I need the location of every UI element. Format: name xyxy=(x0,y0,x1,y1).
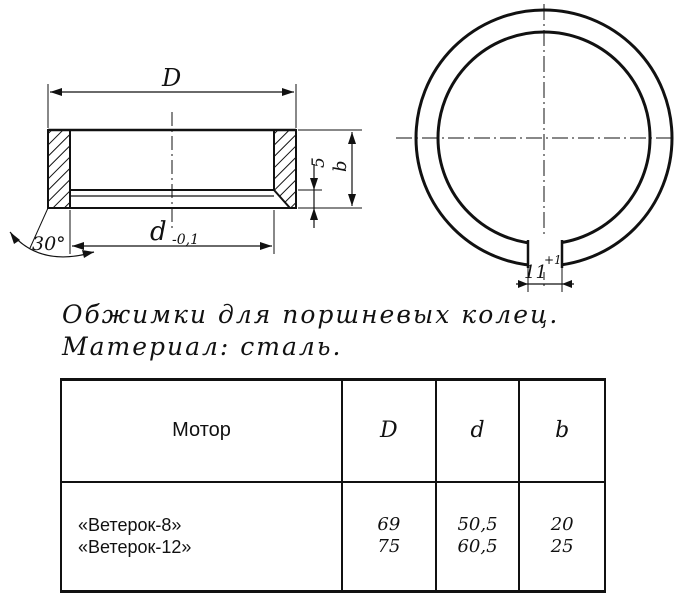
dim-label-angle: 30° xyxy=(32,233,66,255)
right-wall-section xyxy=(274,130,296,208)
caption-title: Обжимки для поршневых колец. xyxy=(62,300,560,329)
left-wall-section xyxy=(48,130,70,208)
value-d-veterok-12: 60,5 xyxy=(457,536,498,558)
motor-veterok-12: «Ветерок-12» xyxy=(78,537,192,558)
value-d-veterok-8: 50,5 xyxy=(457,514,498,536)
value-D-veterok-12: 75 xyxy=(377,536,401,558)
table-row xyxy=(61,482,605,592)
value-b-veterok-12: 25 xyxy=(550,536,574,558)
header-motor: Мотор xyxy=(61,380,342,482)
table-header-row xyxy=(61,380,605,482)
value-b-veterok-8: 20 xyxy=(550,514,574,536)
dim-label-gap-tolerance: +1 xyxy=(544,253,562,267)
cell-D xyxy=(342,482,436,592)
dim-label-D: D xyxy=(162,64,182,92)
cell-b xyxy=(519,482,605,592)
technical-drawing xyxy=(0,0,688,300)
header-d: d xyxy=(436,380,520,482)
caption-material: Материал: сталь. xyxy=(62,332,343,361)
dim-label-b: b xyxy=(330,160,351,172)
header-b: b xyxy=(519,380,605,482)
cell-d xyxy=(436,482,520,592)
motor-veterok-8: «Ветерок-8» xyxy=(78,515,182,536)
dim-label-5: 5 xyxy=(309,157,329,168)
cell-motor xyxy=(61,482,342,592)
dimensions-table xyxy=(60,378,606,593)
section-view xyxy=(10,64,362,258)
dim-label-gap: 11 xyxy=(524,262,547,283)
header-D: D xyxy=(342,380,436,482)
dim-label-d: d xyxy=(150,217,167,247)
ring-view xyxy=(396,4,672,292)
value-D-veterok-8: 69 xyxy=(377,514,401,536)
dim-label-d-tolerance: -0,1 xyxy=(172,232,199,248)
